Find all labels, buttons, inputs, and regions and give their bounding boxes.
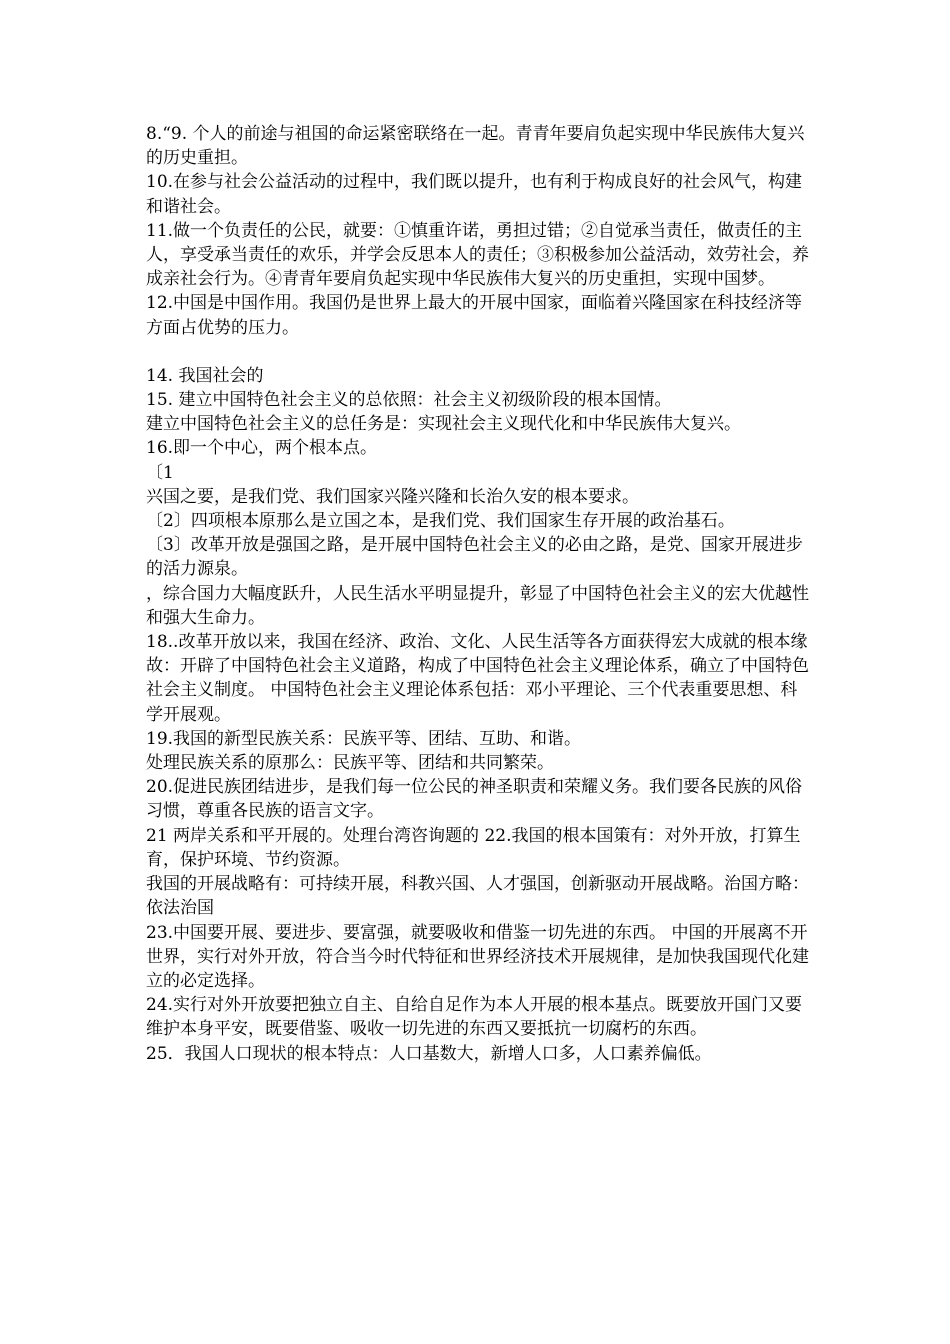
paragraph-20: 20.促进民族团结进步，是我们每一位公民的神圣职责和荣耀义务。我们要各民族的风俗习惯，尊重各民族的语言文字。	[146, 777, 803, 822]
paragraph-15: 15. 建立中国特色社会主义的总依照：社会主义初级阶段的根本国情。	[146, 390, 672, 411]
paragraph-24: 24.实行对外开放要把独立自主、自给自足作为本人开展的根本基点。既要放开国门又要维护本身平安，既要借鉴、吸收一切先进的东西又要抵抗一切腐朽的东西。	[146, 995, 803, 1040]
paragraph-22-strategy: 我国的开展战略有：可持续开展，科教兴国、人才强国，创新驱动开展战略。治国方略：依法治国	[146, 874, 809, 919]
paragraph-16-item-3: 〔3〕改革开放是强国之路，是开展中国特色社会主义的必由之路，是党、国家开展进步的活力源泉。	[146, 535, 803, 580]
paragraph-19-principle: 处理民族关系的原那么：民族平等、团结和共同繁荣。	[146, 753, 554, 774]
paragraph-16-item-1-marker: 〔1	[146, 462, 174, 483]
paragraph-16-item-2: 〔2〕四项根本原那么是立国之本，是我们党、我们国家生存开展的政治基石。	[146, 511, 735, 532]
paragraph-14: 14. 我国社会的	[146, 365, 264, 386]
paragraph-19: 19.我国的新型民族关系：民族平等、团结、互助、和谐。	[146, 728, 582, 749]
paragraph-21-22: 21 两岸关系和平开展的。处理台湾咨询题的 22.我国的根本国策有：对外开放，打算生育，保护环境、节约资源。	[146, 825, 801, 870]
paragraph-23: 23.中国要开展、要进步、要富强，就要吸收和借鉴一切先进的东西。 中国的开展离不开世界，实行对外开放，符合当今时代特征和世界经济技术开展规律，是加快我国现代化建立的必定选择。	[146, 922, 809, 991]
paragraph-18: 18..改革开放以来，我国在经济、政治、文化、人民生活等各方面获得宏大成就的根本缘故：开辟了中国特色社会主义道路，构成了中国特色社会主义理论体系，确立了中国特色社会主义制度。 中国特色社会主义理论体系包括：邓小平理论、三个代表重要思想、科学开展观。	[146, 632, 809, 725]
paragraph-11: 11.做一个负责任的公民，就要：①慎重许诺，勇担过错；②自觉承当责任，做责任的主人，享受承当责任的欢乐，并学会反思本人的责任；③积极参加公益活动，效劳社会，养成亲社会行为。④青青年要肩负起实现中华民族伟大复兴的历史重担，实现中国梦。	[146, 220, 809, 290]
paragraph-16-item-1: 兴国之要，是我们党、我们国家兴隆兴隆和长治久安的根本要求。	[146, 486, 639, 507]
paragraph-15-task: 建立中国特色社会主义的总任务是：实现社会主义现代化和中华民族伟大复兴。	[146, 414, 741, 435]
paragraph-12: 12.中国是中国作用。我国仍是世界上最大的开展中国家，面临着兴隆国家在科技经济等方面占优势的压力。	[146, 293, 803, 338]
paragraph-16: 16.即一个中心，两个根本点。	[146, 438, 378, 459]
paragraph-17: ，综合国力大幅度跃升，人民生活水平明显提升，彰显了中国特色社会主义的宏大优越性和强大生命力。	[146, 583, 809, 628]
paragraph-25: 25．我国人口现状的根本特点：人口基数大，新增人口多，人口素养偏低。	[146, 1043, 712, 1064]
document-body	[146, 122, 810, 1066]
paragraph-8-9: 8.“9. 个人的前途与祖国的命运紧密联络在一起。青青年要肩负起实现中华民族伟大复兴的历史重担。	[146, 124, 805, 169]
paragraph-10: 10.在参与社会公益活动的过程中，我们既以提升，也有利于构成良好的社会风气，构建和谐社会。	[146, 172, 803, 217]
